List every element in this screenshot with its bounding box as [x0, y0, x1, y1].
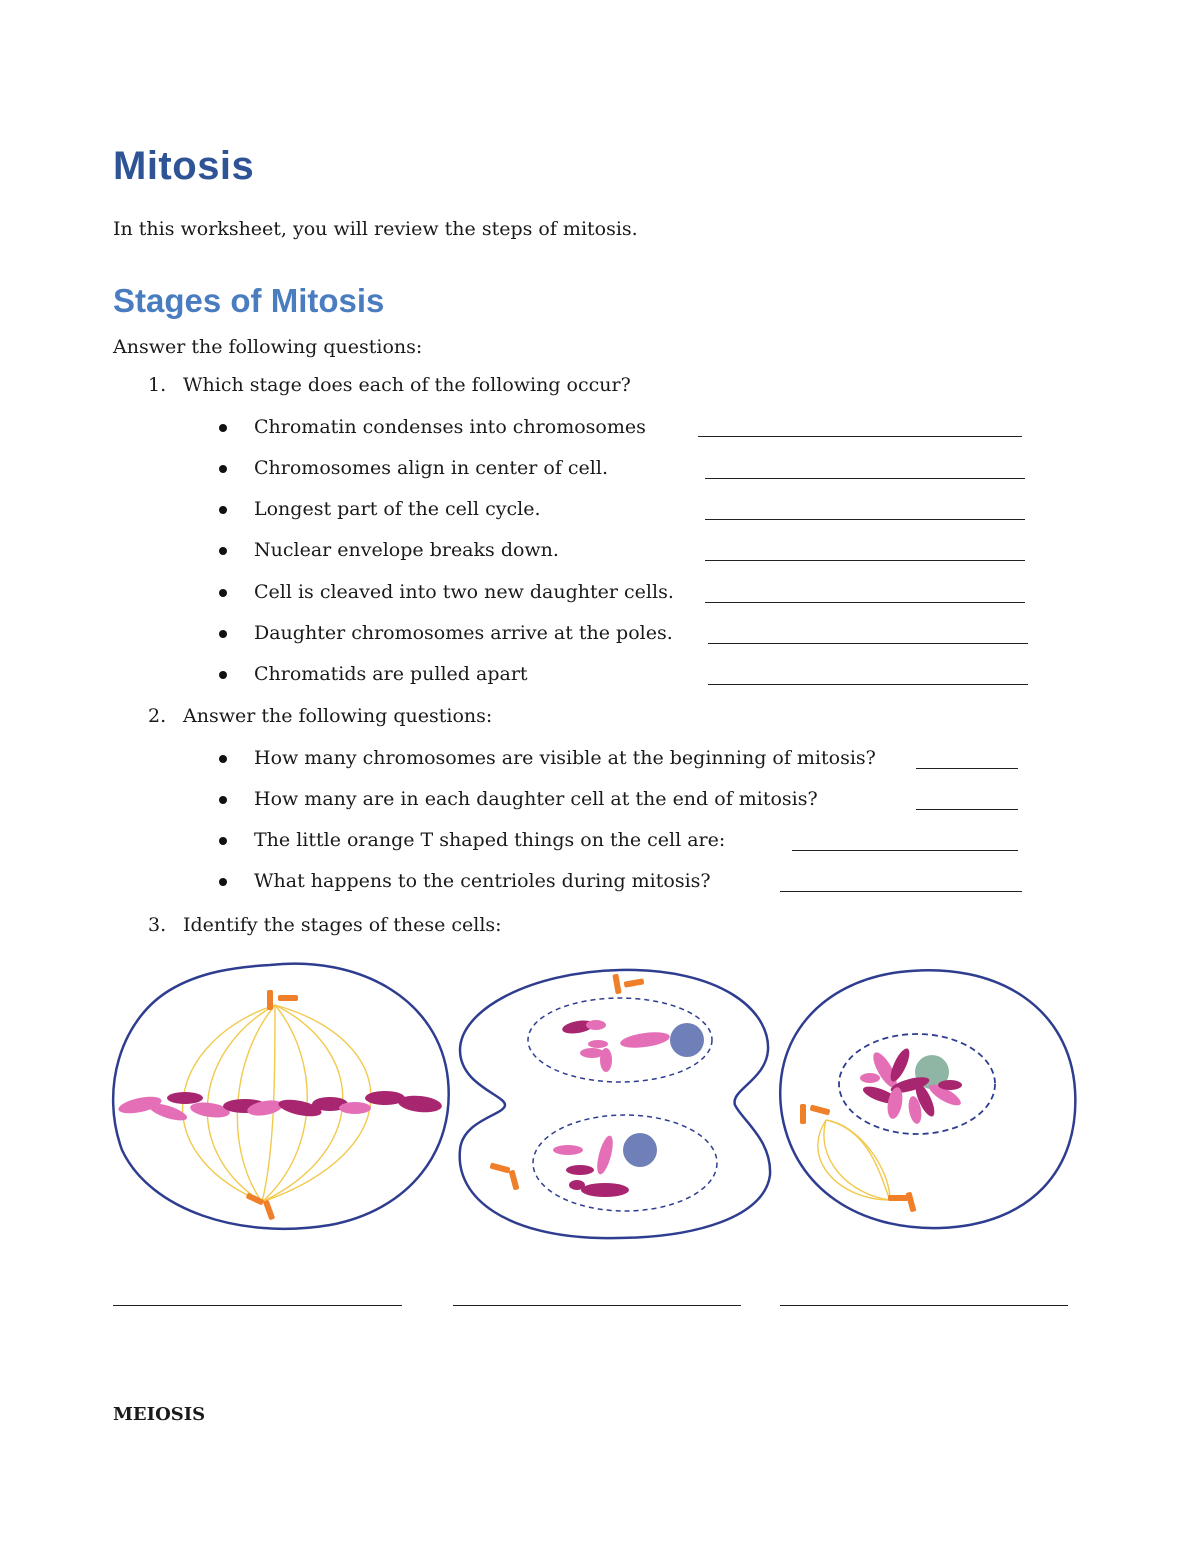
stage-answer-blank[interactable]: [113, 1305, 402, 1306]
nucleolus: [623, 1133, 657, 1167]
prophase-cell: [780, 970, 1075, 1228]
stage-answer-blank[interactable]: [453, 1305, 741, 1306]
meiosis-heading: MEIOSIS: [113, 1404, 206, 1425]
telophase-cell: [460, 970, 770, 1238]
q1-item: Nuclear envelope breaks down.: [254, 539, 559, 561]
q2-text: Answer the following questions:: [183, 705, 493, 727]
q1-item: Longest part of the cell cycle.: [254, 498, 541, 520]
q1-item: Cell is cleaved into two new daughter cells.: [254, 581, 674, 603]
q2-item: How many chromosomes are visible at the beginning of mitosis?: [254, 747, 876, 769]
metaphase-cell: [113, 964, 449, 1229]
q2-number: 2.: [148, 705, 167, 727]
q1-item: Daughter chromosomes arrive at the poles.: [254, 622, 673, 644]
q1-item: Chromosomes align in center of cell.: [254, 457, 608, 479]
q1-item: Chromatids are pulled apart: [254, 663, 528, 685]
section-heading: Stages of Mitosis: [113, 282, 385, 319]
q1-item: Chromatin condenses into chromosomes: [254, 416, 646, 438]
stage-answer-blank[interactable]: [780, 1305, 1068, 1306]
q1-text: Which stage does each of the following occur?: [183, 374, 631, 396]
q2-item: How many are in each daughter cell at the end of mitosis?: [254, 788, 818, 810]
instructions-text: Answer the following questions:: [113, 336, 423, 358]
nucleolus: [670, 1023, 704, 1057]
q2-item: What happens to the centrioles during mitosis?: [254, 870, 711, 892]
q2-item: The little orange T shaped things on the cell are:: [254, 829, 726, 851]
q3-number: 3.: [148, 914, 167, 936]
page-title: Mitosis: [113, 144, 255, 188]
q1-number: 1.: [148, 374, 167, 396]
q3-text: Identify the stages of these cells:: [183, 914, 502, 936]
intro-text: In this worksheet, you will review the steps of mitosis.: [113, 218, 638, 240]
